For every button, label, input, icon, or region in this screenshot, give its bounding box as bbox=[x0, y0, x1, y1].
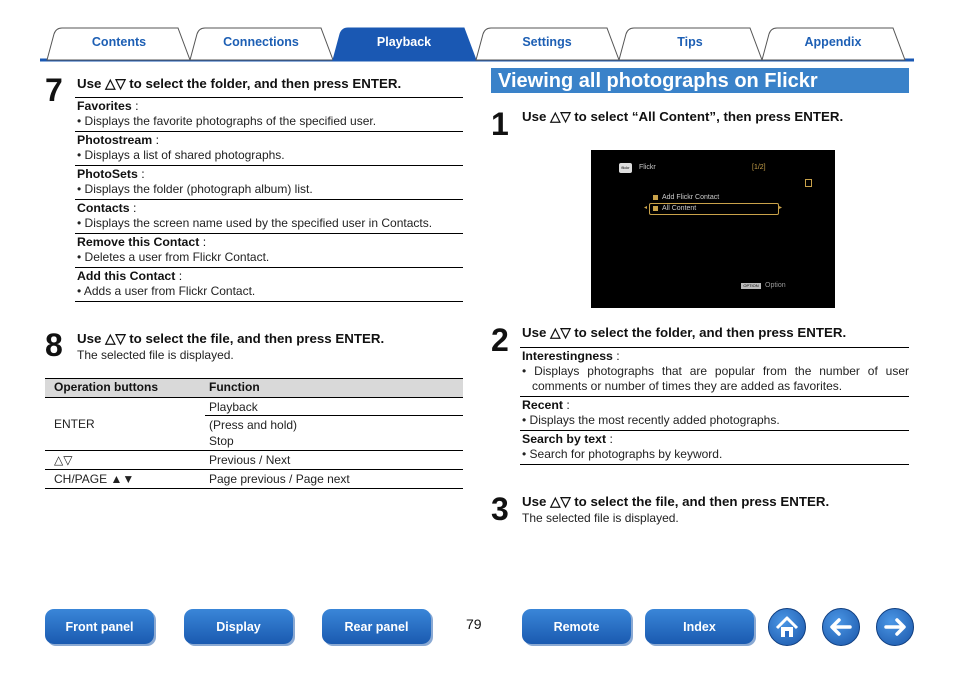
step-1-number: 1 bbox=[491, 106, 509, 142]
desc: • Displays the favorite photographs of the specified user. bbox=[77, 114, 377, 128]
folder-icon bbox=[653, 195, 658, 200]
forward-button[interactable] bbox=[876, 608, 914, 646]
op-updown: △▽ bbox=[54, 453, 73, 467]
tab-tips[interactable]: Tips bbox=[677, 35, 703, 49]
tab-settings[interactable]: Settings bbox=[522, 35, 572, 49]
list-item: Remove this Contact : • Deletes a user from Flickr Contact. bbox=[75, 234, 463, 268]
scroll-indicator-icon bbox=[805, 179, 812, 187]
list-item: Recent : • Displays the most recently added photographs. bbox=[520, 397, 909, 431]
list-item: Favorites : • Displays the favorite photographs of the specified user. bbox=[75, 97, 463, 132]
screen-page: [1/2] bbox=[752, 164, 766, 171]
home-icon bbox=[769, 609, 805, 645]
option-key-text: OPTION bbox=[743, 283, 759, 288]
tab-connections[interactable]: Connections bbox=[223, 35, 299, 49]
step-1-title: Use △▽ to select “All Content”, then press ENTER. bbox=[522, 109, 844, 124]
folder-icon bbox=[653, 206, 658, 211]
term: Remove this Contact bbox=[77, 235, 200, 249]
list-item: PhotoSets : • Displays the folder (photograph album) list. bbox=[75, 166, 463, 200]
step-7-number: 7 bbox=[45, 72, 63, 108]
option-key-icon bbox=[741, 283, 761, 289]
list-item: Search by text : • Search for photographs by keyword. bbox=[520, 431, 909, 465]
flickr-logo-icon bbox=[619, 163, 632, 173]
step-3-subtext: The selected file is displayed. bbox=[522, 511, 679, 525]
desc: • Displays a list of shared photographs. bbox=[77, 148, 285, 162]
table-header bbox=[45, 378, 463, 398]
step-7-folder-list bbox=[75, 97, 463, 302]
rear-panel-button[interactable] bbox=[322, 609, 431, 644]
fn-prev-next: Previous / Next bbox=[209, 453, 291, 467]
fn-press-hold: (Press and hold) bbox=[209, 418, 298, 432]
desc: • Deletes a user from Flickr Contact. bbox=[77, 250, 270, 264]
rear-panel-label: Rear panel bbox=[344, 620, 409, 634]
remote-label: Remote bbox=[553, 620, 600, 634]
op-chpage: CH/PAGE ▲▼ bbox=[54, 472, 135, 486]
term: Interestingness bbox=[522, 349, 613, 363]
term: Contacts bbox=[77, 201, 130, 215]
display-label: Display bbox=[216, 620, 261, 634]
tab-playback[interactable]: Playback bbox=[376, 35, 432, 49]
tab-shapes bbox=[0, 0, 954, 62]
home-button[interactable] bbox=[768, 608, 806, 646]
step-2-folder-list bbox=[520, 347, 909, 465]
step-2-title: Use △▽ to select the folder, and then press ENTER. bbox=[522, 325, 847, 340]
step-8-number: 8 bbox=[45, 327, 63, 363]
desc: • Displays photographs that are popular from the number of user bbox=[522, 364, 909, 378]
op-enter: ENTER bbox=[54, 417, 95, 431]
left-arrow-icon: ◂ bbox=[644, 205, 648, 211]
step-3-number: 3 bbox=[491, 491, 509, 527]
remote-button[interactable] bbox=[522, 609, 631, 644]
term: Recent bbox=[522, 398, 564, 412]
fn-stop: Stop bbox=[209, 434, 234, 448]
desc: • Displays the folder (photograph album) list. bbox=[77, 182, 313, 196]
front-panel-label: Front panel bbox=[65, 620, 134, 634]
desc: • Displays the most recently added photographs. bbox=[522, 413, 780, 427]
flickr-logo-text: flickr bbox=[621, 165, 630, 170]
option-label: Option bbox=[765, 282, 786, 289]
col-function: Function bbox=[209, 380, 260, 394]
list-item: Contacts : • Displays the screen name used by the specified user in Contacts. bbox=[75, 200, 463, 234]
term: Favorites bbox=[77, 99, 132, 113]
tab-contents[interactable]: Contents bbox=[91, 35, 147, 49]
term: PhotoSets bbox=[77, 167, 138, 181]
term: Search by text bbox=[522, 432, 607, 446]
step-8-title: Use △▽ to select the file, and then press ENTER. bbox=[77, 331, 385, 346]
step-2-number: 2 bbox=[491, 322, 509, 358]
desc: • Displays the screen name used by the specified user in Contacts. bbox=[77, 216, 433, 230]
table-row bbox=[45, 398, 463, 451]
desc: • Adds a user from Flickr Contact. bbox=[77, 284, 256, 298]
list-item: Add this Contact : • Adds a user from Flickr Contact. bbox=[75, 268, 463, 302]
page-number: 79 bbox=[466, 616, 482, 632]
desc-continued: comments or number of times they are added as favorites. bbox=[532, 379, 843, 393]
step-8-subtext: The selected file is displayed. bbox=[77, 348, 234, 362]
section-title: Viewing all photographs on Flickr bbox=[498, 70, 818, 92]
arrow-right-icon bbox=[877, 609, 913, 645]
fn-playback: Playback bbox=[209, 400, 258, 414]
operation-table bbox=[45, 378, 463, 489]
fn-page-prev-next: Page previous / Page next bbox=[209, 472, 350, 486]
tab-appendix[interactable]: Appendix bbox=[804, 35, 862, 49]
tab-bar bbox=[0, 0, 954, 62]
term: Add this Contact bbox=[77, 269, 176, 283]
step-7-title: Use △▽ to select the folder, and then press ENTER. bbox=[77, 76, 402, 91]
table-row bbox=[45, 451, 463, 470]
row-divider bbox=[205, 415, 463, 416]
screen-title: Flickr bbox=[639, 164, 656, 171]
index-label: Index bbox=[683, 620, 716, 634]
back-button[interactable] bbox=[822, 608, 860, 646]
menu-all-content: All Content bbox=[662, 205, 697, 212]
display-button[interactable] bbox=[184, 609, 293, 644]
flickr-screen-image bbox=[591, 150, 835, 308]
front-panel-button[interactable] bbox=[45, 609, 154, 644]
term: Photostream bbox=[77, 133, 153, 147]
col-operation-buttons: Operation buttons bbox=[54, 380, 158, 394]
desc: • Search for photographs by keyword. bbox=[522, 447, 723, 461]
menu-add-flickr-contact: Add Flickr Contact bbox=[662, 194, 720, 201]
table-row bbox=[45, 470, 463, 489]
right-arrow-icon: ▸ bbox=[779, 205, 783, 211]
list-item: Interestingness : • Displays photographs that are popular from the number of user comments or number of times they are added as favorites. bbox=[520, 347, 909, 397]
section-header bbox=[491, 68, 909, 93]
list-item: Photostream : • Displays a list of shared photographs. bbox=[75, 132, 463, 166]
index-button[interactable] bbox=[645, 609, 754, 644]
arrow-left-icon bbox=[823, 609, 859, 645]
step-3-title: Use △▽ to select the file, and then press ENTER. bbox=[522, 494, 830, 509]
